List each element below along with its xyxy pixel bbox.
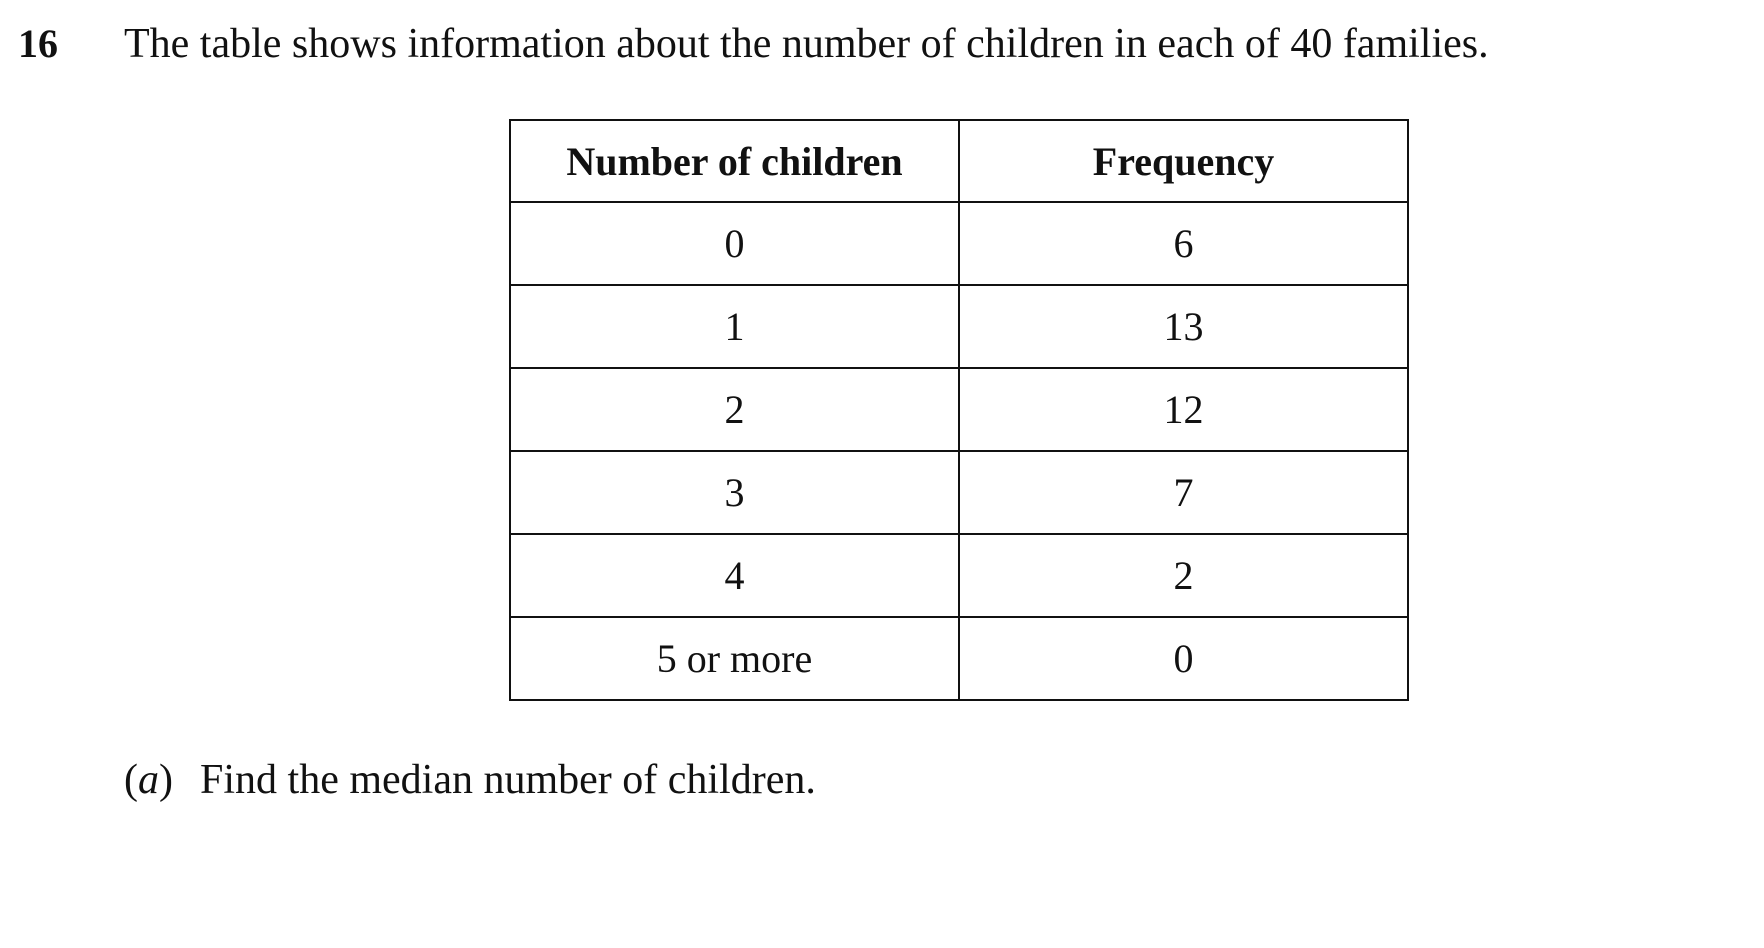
cell-number-of-children: 2 <box>510 368 959 451</box>
cell-number-of-children: 5 or more <box>510 617 959 700</box>
cell-number-of-children: 1 <box>510 285 959 368</box>
part-a-letter: a <box>138 757 159 803</box>
table-row <box>510 285 1408 368</box>
table-row <box>510 368 1408 451</box>
part-a-label <box>124 756 200 804</box>
table-header-row <box>510 120 1408 202</box>
column-header-number-of-children: Number of children <box>510 120 959 202</box>
part-a-open-paren: ( <box>124 757 138 803</box>
cell-frequency: 0 <box>959 617 1408 700</box>
cell-number-of-children: 4 <box>510 534 959 617</box>
part-a-text: Find the median number of children. <box>200 757 816 803</box>
part-a <box>124 756 816 804</box>
question-text: The table shows information about the number of children in each of 40 families. <box>124 21 1489 67</box>
table-row <box>510 534 1408 617</box>
frequency-table <box>509 119 1409 701</box>
cell-frequency: 12 <box>959 368 1408 451</box>
cell-number-of-children: 3 <box>510 451 959 534</box>
cell-frequency: 6 <box>959 202 1408 285</box>
table-row <box>510 451 1408 534</box>
table-row <box>510 202 1408 285</box>
column-header-frequency: Frequency <box>959 120 1408 202</box>
part-a-close-paren: ) <box>159 757 173 803</box>
question-number: 16 <box>18 21 58 66</box>
cell-frequency: 2 <box>959 534 1408 617</box>
cell-frequency: 7 <box>959 451 1408 534</box>
cell-number-of-children: 0 <box>510 202 959 285</box>
cell-frequency: 13 <box>959 285 1408 368</box>
table-row <box>510 617 1408 700</box>
